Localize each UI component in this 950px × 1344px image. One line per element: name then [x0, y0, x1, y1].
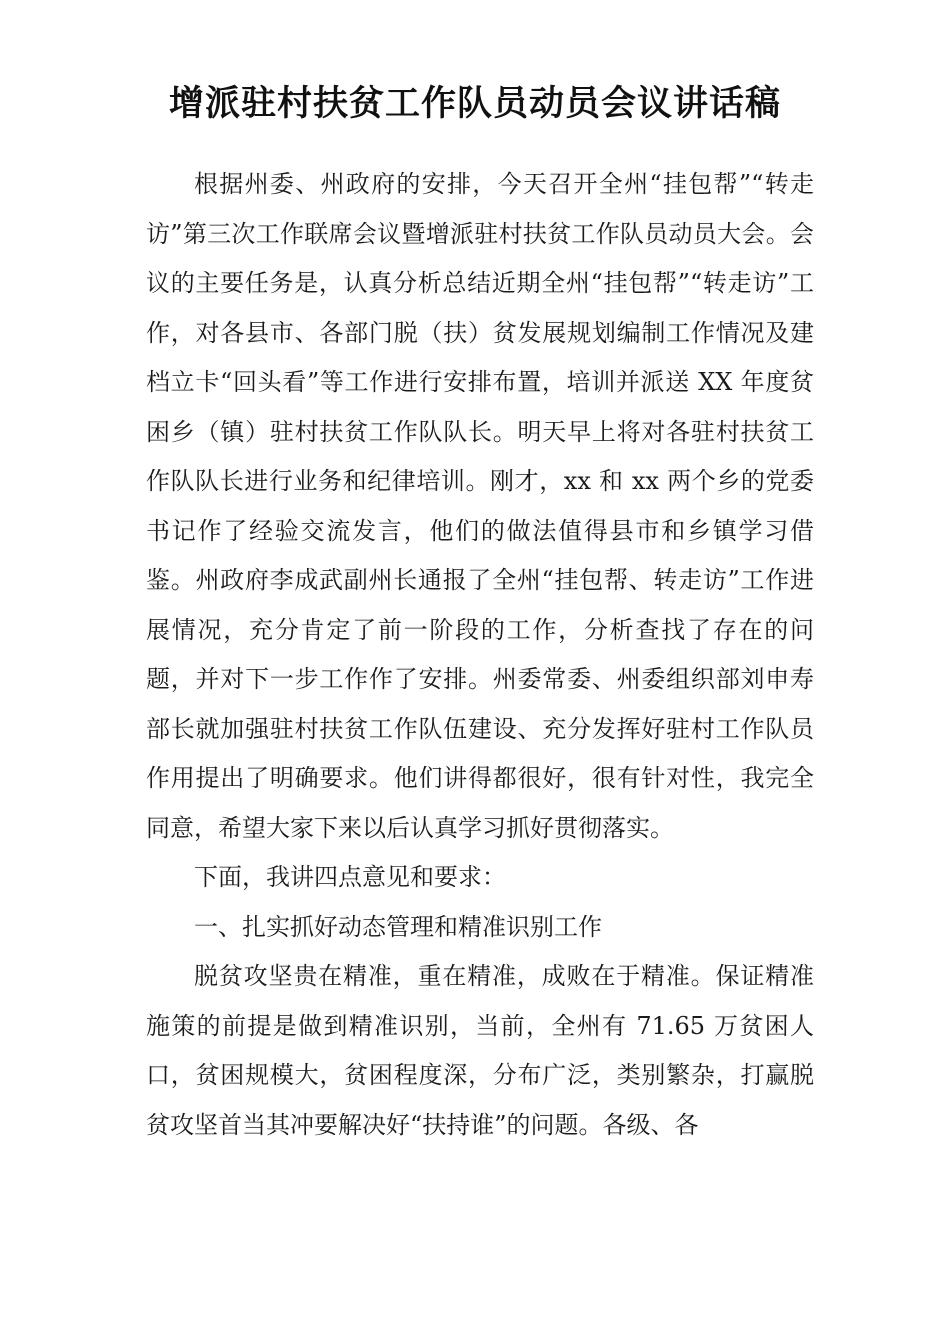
paragraph-section-one: 脱贫攻坚贵在精准，重在精准，成败在于精准。保证精准施策的前提是做到精准识别，当前，全州有 71.65 万贫困人口，贫困规模大，贫困程度深，分布广泛，类别繁杂，打赢脱贫攻坚首当其冲要解决好“扶持谁”的问题。各级、各: [146, 962, 814, 1139]
paragraph-outline: 下面，我讲四点意见和要求：: [194, 863, 506, 891]
document-body: [146, 160, 814, 1150]
paragraph-intro: 根据州委、州政府的安排，今天召开全州“挂包帮”“转走访”第三次工作联席会议暨增派驻村扶贫工作队员动员大会。会议的主要任务是，认真分析总结近期全州“挂包帮”“转走访”工作，对各县市、各部门脱（扶）贫发展规划编制工作情况及建档立卡“回头看”等工作进行安排布置，培训并派送 XX 年度贫困乡（镇）驻村扶贫工作队队长。明天早上将对各驻村扶贫工作队队长进行业务和纪律培训。刚才，xx 和 xx 两个乡的党委书记作了经验交流发言，他们的做法值得县市和乡镇学习借鉴。州政府李成武副州长通报了全州“挂包帮、转走访”工作进展情况，充分肯定了前一阶段的工作，分析查找了存在的问题，并对下一步工作作了安排。州委常委、州委组织部刘申寿部长就加强驻村扶贫工作队伍建设、充分发挥好驻村工作队员作用提出了明确要求。他们讲得都很好，很有针对性，我完全同意，希望大家下来以后认真学习抓好贯彻落实。: [146, 170, 814, 842]
section-heading-one: 一、扎实抓好动态管理和精准识别工作: [194, 912, 602, 941]
document-title: 增派驻村扶贫工作队员动员会议讲话稿: [168, 84, 781, 124]
